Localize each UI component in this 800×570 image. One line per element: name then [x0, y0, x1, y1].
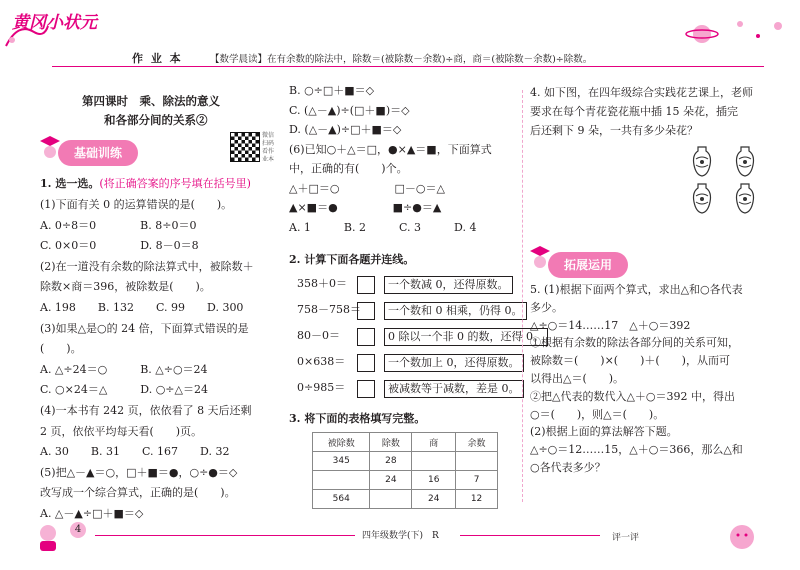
q3-table: [312, 432, 498, 509]
brand-logo: 黄冈小状元: [12, 13, 97, 33]
lesson-subtitle: 和各部分间的关系②: [104, 113, 208, 127]
q1-line: 2 页，依依平均每天看( )页。: [40, 424, 203, 438]
q1cont-line: 中，正确的有( )个。: [289, 162, 408, 175]
q5-line: ○＝( )，则△＝( )。: [530, 407, 665, 421]
q5-line: 多少。: [530, 300, 563, 314]
blue-white-vase-icon: [733, 145, 757, 177]
table-cell: 564: [313, 490, 370, 509]
table-cell-blank[interactable]: [456, 452, 498, 471]
footer-rule-right: [460, 535, 600, 536]
q2-rule[interactable]: 一个数加上 0，还得原数。: [384, 354, 524, 372]
q1-line: A. 0÷8＝0 B. 8÷0＝0: [40, 218, 197, 232]
table-cell: 12: [456, 490, 498, 509]
q3-title: 3. 将下面的表格填写完整。: [289, 412, 426, 425]
q5-line: ②把△代表的数代入△＋○＝392 中，得出: [530, 389, 736, 403]
q1-heading: [40, 177, 251, 191]
q1-line: A. △－▲÷□＋■＝◇: [40, 507, 144, 520]
q1cont-line: A. 1 B. 2 C. 3 D. 4: [289, 220, 477, 234]
footer-book-title: 四年级数学(下) R: [362, 531, 439, 541]
table-header: 商: [412, 433, 456, 452]
qr-label: 微信扫码看作业本: [262, 132, 275, 163]
table-header: 除数: [370, 433, 412, 452]
q1-line: (4)一本书有 242 页，依依看了 8 天后还剩: [40, 404, 252, 417]
q1cont-line: (6)已知○＋△＝□，●×▲＝■，下面算式: [289, 142, 492, 156]
page-footer: [0, 515, 800, 570]
q2-title: 2. 计算下面各题并连线。: [289, 253, 415, 266]
graduation-cap-icon: [530, 244, 550, 270]
q1-line: A. △÷24＝○ B. △÷○＝24: [40, 362, 208, 376]
table-cell: 345: [313, 452, 370, 471]
q2-rule[interactable]: 一个数和 0 相乘，仍得 0。: [384, 302, 527, 320]
q1-line: A. 30 B. 31 C. 167 D. 32: [40, 445, 230, 459]
q5-line: ○各代表多少？: [530, 461, 606, 474]
q1-line: A. 198 B. 132 C. 99 D. 300: [40, 301, 244, 314]
page-number: 4: [70, 522, 86, 538]
table-row: [313, 490, 498, 509]
swirl-decoration-icon: [4, 20, 50, 50]
page-header: [0, 0, 800, 80]
blue-white-vase-icon: [733, 182, 757, 214]
q2-rule[interactable]: 0 除以一个非 0 的数，还得 0。: [384, 328, 548, 346]
q2-answer-box[interactable]: [357, 380, 375, 398]
math-morning-reading: 【数学晨读】在有余数的除法中，除数＝(被除数－余数)÷商，商＝(被除数－余数)÷除数。: [210, 54, 593, 65]
q1-line: 除数×商＝396，被除数是( )。: [40, 280, 211, 294]
q1-title: 1. 选一选。: [40, 177, 100, 190]
section-extension: 拓展运用: [548, 252, 628, 278]
q2-expression: 758－758＝: [297, 303, 361, 316]
column-divider: [522, 90, 523, 502]
table-cell: 24: [370, 471, 412, 490]
q1-line: C. 0×0＝0 D. 8－0＝8: [40, 239, 199, 253]
q2-answer-box[interactable]: [357, 328, 375, 346]
q5-line: ①根据有余数的除法各部分间的关系可知，: [530, 336, 739, 350]
q5-line: 被除数＝( )×( )＋( )，从而可: [530, 354, 730, 368]
table-cell-blank[interactable]: [370, 490, 412, 509]
q2-expression: 80－0＝: [297, 329, 340, 342]
rating-moons-icon[interactable]: [650, 519, 760, 553]
q1-line: ( )。: [40, 342, 82, 356]
q1-line: (3)如果△是○的 24 倍，下面算式错误的是: [40, 321, 249, 335]
q2-answer-box[interactable]: [357, 354, 375, 372]
q1cont-line: △＋□＝○ □－○＝△: [289, 181, 445, 195]
q2-expression: 0÷985＝: [297, 381, 346, 394]
notebook-tag: 作 业 本: [132, 52, 183, 65]
q1-line: (1)下面有关 0 的运算错误的是( )。: [40, 198, 233, 211]
q2-answer-box[interactable]: [357, 302, 375, 320]
q2-rule[interactable]: 被减数等于减数，差是 0。: [384, 380, 524, 398]
q5-line: 以得出△＝( )。: [530, 372, 625, 385]
section-basic-training: 基础训练: [58, 140, 138, 166]
q4-line: 要求在每个青花瓷花瓶中插 15 朵花，插完: [530, 105, 738, 118]
table-row: [313, 471, 498, 490]
q1-line: (2)在一道没有余数的除法算式中，被除数＋: [40, 259, 254, 273]
table-header: 余数: [456, 433, 498, 452]
q5-line: △÷○＝12……15，△＋○＝366，那么△和: [530, 443, 743, 457]
table-cell: 7: [456, 471, 498, 490]
q1cont-line: D. (△－▲)÷□＋■＝◇: [289, 123, 402, 136]
mascot-decoration-icon: [30, 519, 66, 553]
q2-expression: 0×638＝: [297, 355, 346, 368]
lesson-title: 第四课时 乘、除法的意义: [82, 94, 220, 108]
table-header: 被除数: [313, 433, 370, 452]
q2-answer-box[interactable]: [357, 276, 375, 294]
blue-white-vase-icon: [690, 182, 714, 214]
q1-hint: (将正确答案的序号填在括号里): [99, 177, 251, 190]
footer-rule-left: [95, 535, 355, 536]
q1cont-line: ▲×■＝● ■÷●＝▲: [289, 201, 442, 214]
q4-line: 4. 如下图，在四年级综合实践花艺课上，老师: [530, 86, 753, 99]
q5-line: 5. (1)根据下面两个算式，求出△和○各代表: [530, 283, 743, 296]
q2-expression: 358＋0＝: [297, 277, 347, 290]
table-cell-blank[interactable]: [412, 452, 456, 471]
q1cont-line: C. (△－▲)÷(□＋■)＝◇: [289, 103, 410, 117]
q5-line: △÷○＝14……17 △＋○＝392: [530, 318, 691, 332]
table-cell-blank[interactable]: [313, 471, 370, 490]
self-evaluation-label: 评一评: [612, 533, 640, 543]
table-cell: 24: [412, 490, 456, 509]
table-cell: 28: [370, 452, 412, 471]
table-cell: 16: [412, 471, 456, 490]
blue-white-vase-icon: [690, 145, 714, 177]
table-row: [313, 452, 498, 471]
q1-line: C. ○×24＝△ D. ○÷△＝24: [40, 383, 208, 397]
q1cont-line: B. ○÷□＋■＝◇: [289, 84, 375, 97]
qr-code[interactable]: [230, 132, 260, 162]
q4-line: 后还剩下 9 朵，一共有多少朵花？: [530, 124, 698, 137]
q5-line: (2)根据上面的算法解答下题。: [530, 425, 678, 439]
planet-decoration-icon: [680, 14, 790, 48]
q1-line: (5)把△－▲＝○，□＋■＝●，○÷●＝◇: [40, 465, 238, 479]
table-header-row: [313, 433, 498, 452]
graduation-cap-icon: [40, 134, 60, 160]
q1-line: 改写成一个综合算式，正确的是( )。: [40, 486, 236, 500]
q2-rule[interactable]: 一个数减 0，还得原数。: [384, 276, 513, 294]
